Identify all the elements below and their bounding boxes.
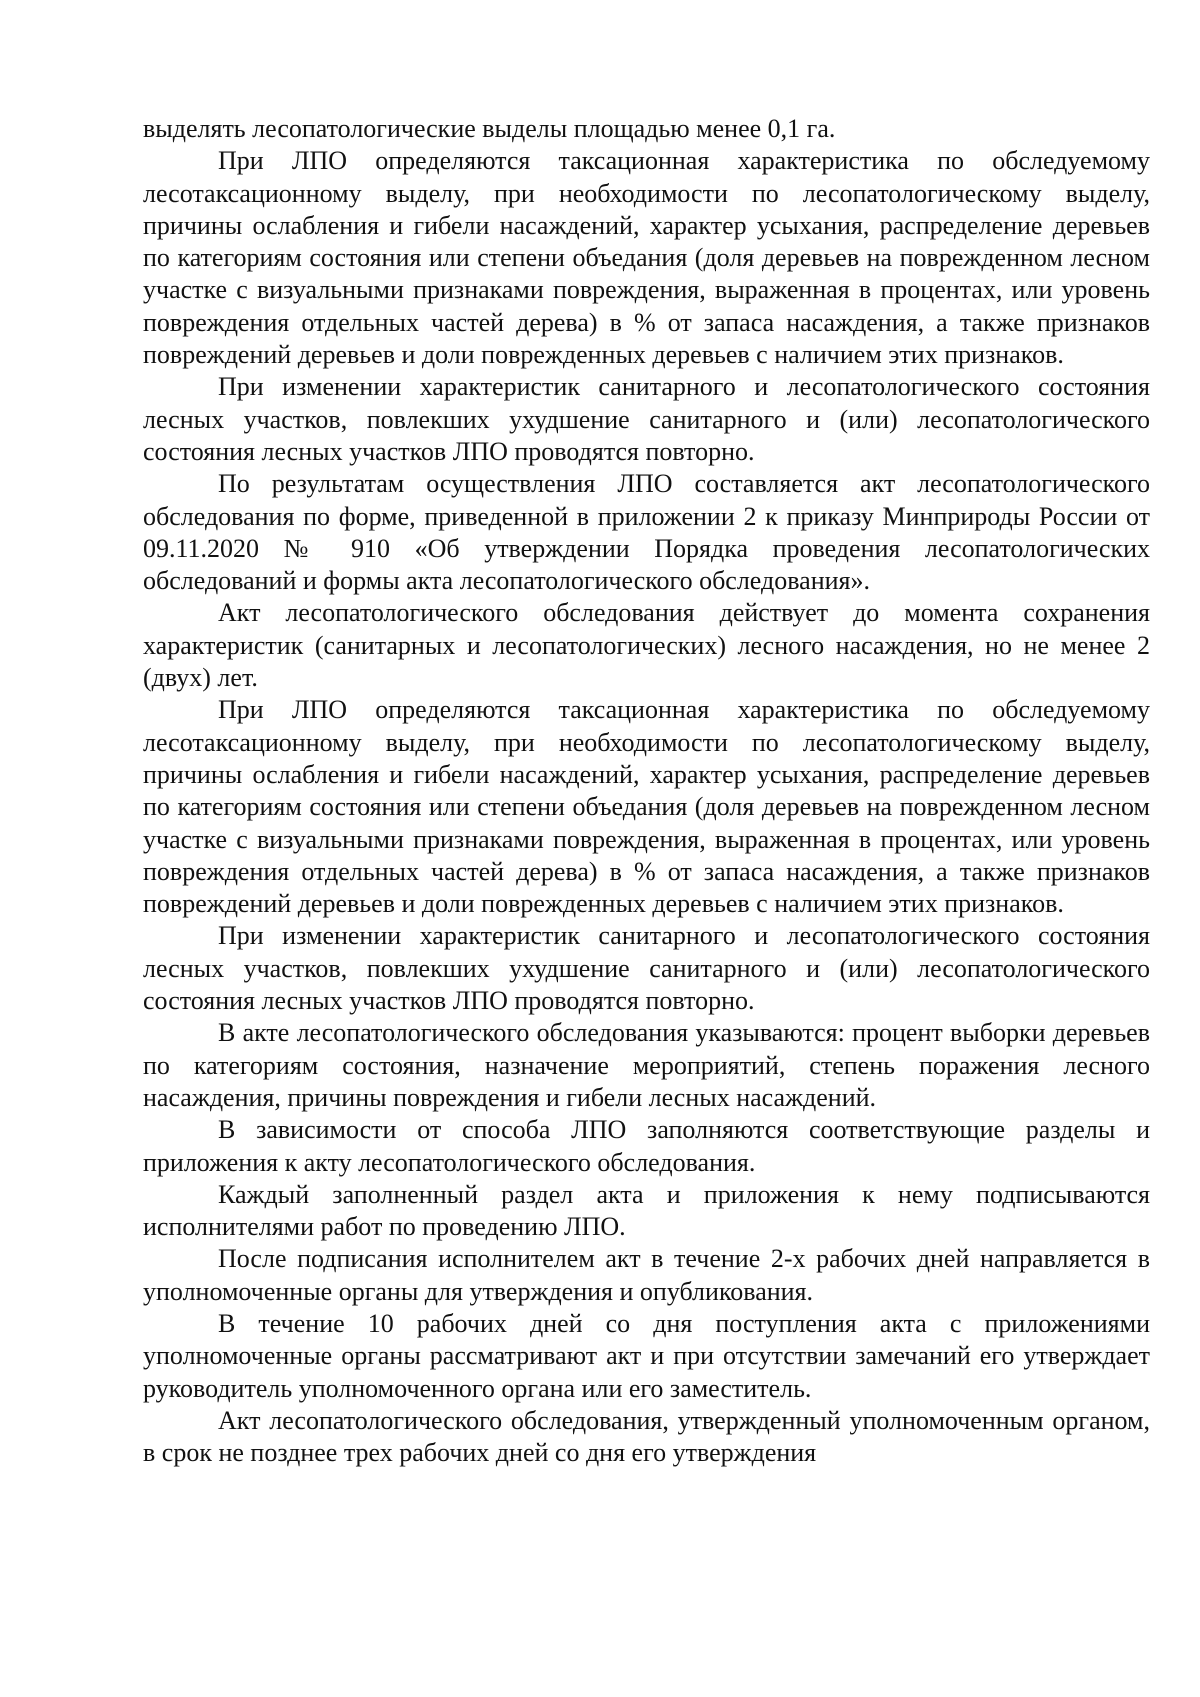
paragraph-act-publication: Акт лесопатологического обследования, утвержденный уполномоченным органом, в срок не позднее трех рабочих дней со дня его утверждения <box>143 1405 1150 1468</box>
paragraph-act-submission: После подписания исполнителем акт в течение 2-х рабочих дней направляется в уполномоченные органы для утверждения и опубликования. <box>143 1244 1150 1306</box>
paragraph-act-approval: В течение 10 рабочих дней со дня поступления акта с приложениями уполномоченные органы рассматривают акт и при отсутствии замечаний его утверждает руководитель уполномоченного органа или его заместитель. <box>143 1308 1150 1403</box>
paragraph-lpo-characteristics: При ЛПО определяются таксационная характеристика по обследуемому лесотаксационному выделу, при необходимости по лесопатологическому выделу, причины ослабления и гибели насаждений, характер усыхания, распределение деревьев по категориям состояния или степени объедания (доля деревьев на поврежденном лесном участке с визуальными признаками повреждения, выраженная в процентах, или уровень повреждения отдельных частей дерева) в % от запаса насаждения, а также признаков повреждений деревьев и доли поврежденных деревьев с наличием этих признаков. <box>143 146 1150 370</box>
paragraph-act-contents: В акте лесопатологического обследования указываются: процент выборки деревьев по категориям состояния, назначение мероприятий, степень поражения лесного насаждения, причины повреждения и гибели лесных насаждений. <box>143 1018 1150 1112</box>
paragraph-repeat-lpo: При изменении характеристик санитарного и лесопатологического состояния лесных участков, повлекших ухудшение санитарного и (или) лесопатологического состояния лесных участков ЛПО проводятся повторно. <box>143 372 1150 466</box>
paragraph-lpo-characteristics-repeat: При ЛПО определяются таксационная характеристика по обследуемому лесотаксационному выделу, при необходимости по лесопатологическому выделу, причины ослабления и гибели насаждений, характер усыхания, распределение деревьев по категориям состояния или степени объедания (доля деревьев на поврежденном лесном участке с визуальными признаками повреждения, выраженная в процентах, или уровень повреждения отдельных частей дерева) в % от запаса насаждения, а также признаков повреждений деревьев и доли поврежденных деревьев с наличием этих признаков. <box>143 695 1150 919</box>
paragraph-act-sections: В зависимости от способа ЛПО заполняются соответствующие разделы и приложения к акту лесопатологического обследования. <box>143 1115 1150 1177</box>
paragraph-act-form: По результатам осуществления ЛПО составляется акт лесопатологического обследования по форме, приведенной в приложении 2 к приказу Минприроды России от 09.11.2020 № 910 «Об утверждении Порядка проведения лесопатологических обследований и формы акта лесопатологического обследования». <box>143 469 1150 596</box>
paragraph-repeat-lpo-2: При изменении характеристик санитарного и лесопатологического состояния лесных участков, повлекших ухудшение санитарного и (или) лесопатологического состояния лесных участков ЛПО проводятся повторно. <box>143 921 1150 1016</box>
paragraph-continuation: выделять лесопатологические выделы площадью менее 0,1 га. <box>143 114 836 143</box>
paragraph-act-signing: Каждый заполненный раздел акта и приложения к нему подписываются исполнителями работ по проведению ЛПО. <box>143 1179 1150 1242</box>
paragraph-act-validity: Акт лесопатологического обследования действует до момента сохранения характеристик (санитарных и лесопатологических) лесного насаждения, но не менее 2 (двух) лет. <box>143 598 1150 693</box>
document-body <box>143 113 1150 1469</box>
